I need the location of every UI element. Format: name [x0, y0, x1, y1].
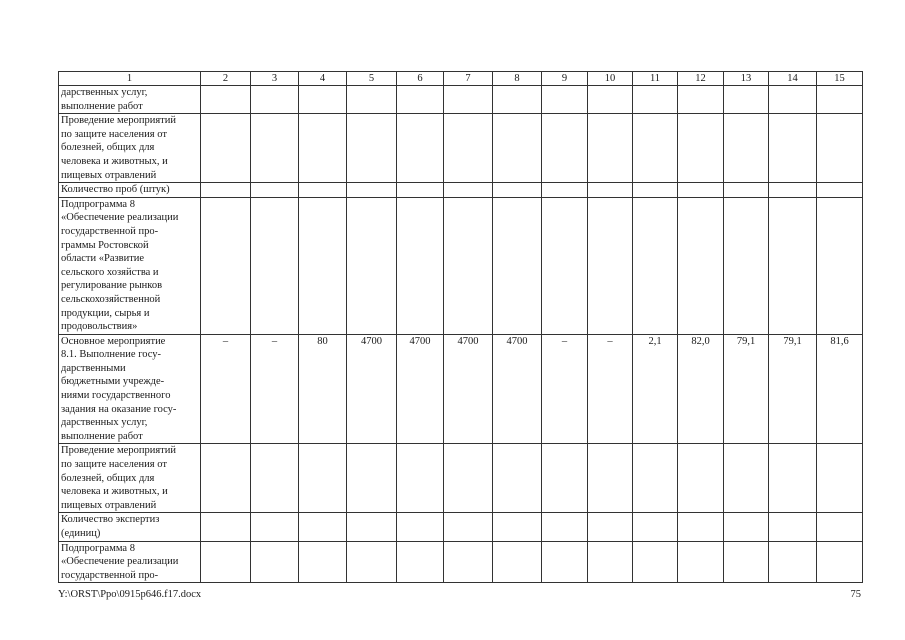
- column-header: 1: [59, 72, 201, 86]
- table-cell: [201, 86, 251, 114]
- table-cell: [299, 197, 347, 334]
- table-cell: [724, 541, 769, 583]
- table-cell: [633, 114, 678, 183]
- table-cell: –: [201, 334, 251, 444]
- table-cell: [251, 86, 299, 114]
- table-cell: [444, 114, 493, 183]
- table-cell: [251, 183, 299, 198]
- table-row: [59, 513, 863, 541]
- table-cell: [201, 513, 251, 541]
- column-header: 6: [397, 72, 444, 86]
- table-cell: [201, 183, 251, 198]
- table-cell: [633, 541, 678, 583]
- table-cell: [201, 114, 251, 183]
- table-cell: [542, 114, 588, 183]
- table-cell: [493, 183, 542, 198]
- table-cell: 79,1: [724, 334, 769, 444]
- table-cell: [493, 444, 542, 513]
- table-cell: [347, 86, 397, 114]
- table-cell: [493, 197, 542, 334]
- table-cell: [397, 183, 444, 198]
- table-cell: [817, 183, 863, 198]
- table-cell: [817, 444, 863, 513]
- table-cell: [633, 183, 678, 198]
- table-row: [59, 197, 863, 334]
- table-cell: [817, 513, 863, 541]
- table-cell: [588, 444, 633, 513]
- table-cell: [769, 197, 817, 334]
- table-cell: [678, 444, 724, 513]
- row-label: Основное мероприятие 8.1. Выполнение госу- дарственными бюджетными учрежде- ниями государственного задания на оказание госу- дарственных услуг, выполнение работ: [59, 334, 201, 444]
- table-cell: 81,6: [817, 334, 863, 444]
- table-cell: [397, 197, 444, 334]
- page-number: 75: [850, 589, 861, 600]
- table-cell: [444, 197, 493, 334]
- document-path: Y:\ORST\Ppo\0915p646.f17.docx: [58, 589, 202, 600]
- table-cell: [769, 444, 817, 513]
- table-cell: [299, 183, 347, 198]
- table-cell: [542, 86, 588, 114]
- table-cell: [678, 541, 724, 583]
- table-cell: [251, 444, 299, 513]
- table-cell: [251, 541, 299, 583]
- table-cell: –: [588, 334, 633, 444]
- row-label: Подпрограмма 8 «Обеспечение реализации государственной про- граммы Ростовской области «Развитие сельского хозяйства и регулирование рынков сельскохозяйственной продукции, сырья и продовольствия»: [59, 197, 201, 334]
- table-cell: 82,0: [678, 334, 724, 444]
- table-row: [59, 114, 863, 183]
- row-label: Подпрограмма 8 «Обеспечение реализации государственной про-: [59, 541, 201, 583]
- table-cell: [347, 197, 397, 334]
- table-cell: 4700: [397, 334, 444, 444]
- column-header: 12: [678, 72, 724, 86]
- table-cell: [444, 444, 493, 513]
- table-cell: [201, 444, 251, 513]
- table-cell: [542, 513, 588, 541]
- table-cell: [588, 541, 633, 583]
- table-cell: [769, 86, 817, 114]
- table-cell: [444, 86, 493, 114]
- table-cell: [817, 541, 863, 583]
- row-label: дарственных услуг, выполнение работ: [59, 86, 201, 114]
- table-cell: [542, 197, 588, 334]
- table-cell: –: [251, 334, 299, 444]
- column-header: 8: [493, 72, 542, 86]
- row-label: Проведение мероприятий по защите населения от болезней, общих для человека и животных, и пищевых отравлений: [59, 114, 201, 183]
- table-cell: [251, 513, 299, 541]
- table-cell: [769, 541, 817, 583]
- table-cell: [769, 114, 817, 183]
- table-cell: [633, 86, 678, 114]
- table-cell: [724, 197, 769, 334]
- table-cell: [299, 513, 347, 541]
- table-cell: [397, 114, 444, 183]
- table-cell: [678, 197, 724, 334]
- table-cell: [251, 197, 299, 334]
- table-cell: [397, 513, 444, 541]
- column-header: 5: [347, 72, 397, 86]
- table-cell: [817, 197, 863, 334]
- table-cell: [444, 541, 493, 583]
- table-cell: [542, 183, 588, 198]
- table-cell: [444, 183, 493, 198]
- table-cell: [769, 183, 817, 198]
- table-cell: [633, 197, 678, 334]
- table-cell: [588, 114, 633, 183]
- table-cell: [588, 183, 633, 198]
- table-cell: [588, 197, 633, 334]
- table-cell: [493, 86, 542, 114]
- table-cell: [678, 183, 724, 198]
- column-header: 2: [201, 72, 251, 86]
- table-cell: 4700: [347, 334, 397, 444]
- table-cell: [251, 114, 299, 183]
- row-label: Количество проб (штук): [59, 183, 201, 198]
- column-header: 14: [769, 72, 817, 86]
- table-cell: [397, 541, 444, 583]
- table-cell: [493, 541, 542, 583]
- data-table: [58, 71, 863, 583]
- table-cell: [397, 444, 444, 513]
- column-header: 11: [633, 72, 678, 86]
- table-cell: 4700: [444, 334, 493, 444]
- table-cell: [678, 114, 724, 183]
- table-cell: [724, 513, 769, 541]
- table-cell: [493, 513, 542, 541]
- table-cell: [299, 114, 347, 183]
- table-cell: 80: [299, 334, 347, 444]
- table-cell: [817, 86, 863, 114]
- table-cell: [397, 86, 444, 114]
- table-cell: [724, 114, 769, 183]
- table-cell: 2,1: [633, 334, 678, 444]
- column-header: 7: [444, 72, 493, 86]
- row-label: Проведение мероприятий по защите населения от болезней, общих для человека и животных, и пищевых отравлений: [59, 444, 201, 513]
- column-header: 4: [299, 72, 347, 86]
- column-header: 10: [588, 72, 633, 86]
- table-cell: [347, 513, 397, 541]
- table-cell: [299, 541, 347, 583]
- table-cell: [347, 541, 397, 583]
- table-row: [59, 334, 863, 444]
- table-cell: [542, 541, 588, 583]
- table-row: [59, 183, 863, 198]
- table-cell: [201, 541, 251, 583]
- table-cell: [542, 444, 588, 513]
- column-header: 9: [542, 72, 588, 86]
- table-cell: [444, 513, 493, 541]
- table-cell: [347, 444, 397, 513]
- table-cell: [724, 444, 769, 513]
- table-cell: [299, 444, 347, 513]
- column-header: 13: [724, 72, 769, 86]
- column-header: 15: [817, 72, 863, 86]
- table-cell: [633, 513, 678, 541]
- table-cell: –: [542, 334, 588, 444]
- table-header-row: [59, 72, 863, 86]
- table-cell: 79,1: [769, 334, 817, 444]
- table-cell: [347, 114, 397, 183]
- column-header: 3: [251, 72, 299, 86]
- table-cell: [724, 86, 769, 114]
- table-row: [59, 86, 863, 114]
- table-cell: [299, 86, 347, 114]
- table-cell: [588, 86, 633, 114]
- table-cell: [493, 114, 542, 183]
- table-row: [59, 444, 863, 513]
- table-cell: [588, 513, 633, 541]
- table-cell: [724, 183, 769, 198]
- table-row: [59, 541, 863, 583]
- table-cell: 4700: [493, 334, 542, 444]
- table-cell: [678, 513, 724, 541]
- table-cell: [769, 513, 817, 541]
- table-cell: [347, 183, 397, 198]
- table-cell: [678, 86, 724, 114]
- row-label: Количество экспертиз (единиц): [59, 513, 201, 541]
- table-cell: [633, 444, 678, 513]
- table-cell: [201, 197, 251, 334]
- table-cell: [817, 114, 863, 183]
